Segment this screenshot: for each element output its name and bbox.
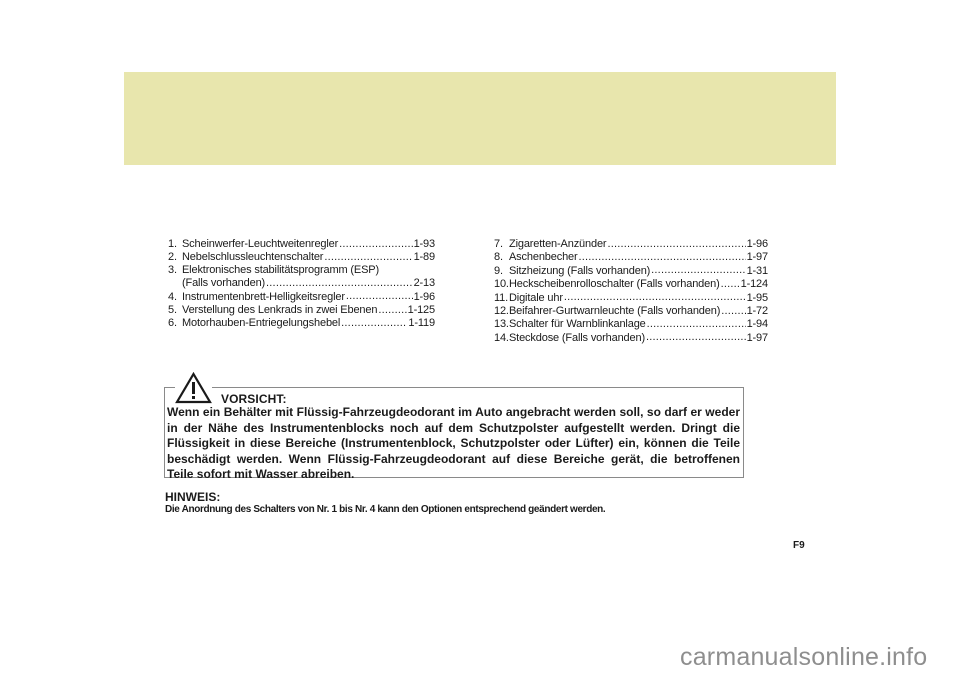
dot-leader: [579, 250, 746, 260]
header-color-band: [124, 72, 836, 165]
index-item: [168, 237, 435, 250]
index-item: [168, 250, 435, 263]
index-label: Beifahrer-Gurtwarnleuchte (Falls vorhanden): [509, 305, 721, 318]
dot-leader: [651, 264, 745, 274]
dot-leader: [266, 276, 413, 286]
index-page-ref: 1-125: [407, 304, 435, 317]
index-page-ref: 1-95: [746, 291, 768, 304]
index-number: 7.: [494, 238, 503, 250]
index-label: Steckdose (Falls vorhanden): [509, 331, 645, 344]
index-label: Nebelschlussleuchtenschalter: [182, 251, 324, 264]
index-number: 10.: [494, 278, 509, 291]
dot-leader: [721, 277, 740, 287]
index-label: Scheinwerfer-Leuchtweitenregler: [182, 238, 339, 250]
index-item: [494, 250, 768, 263]
index-label: Aschenbecher: [509, 251, 578, 264]
index-page-ref: 1-94: [746, 318, 768, 331]
index-page-ref: 1-72: [746, 305, 768, 318]
watermark: carmanualsonline.info: [680, 643, 928, 671]
index-page-ref: 1-97: [746, 251, 768, 264]
index-label: Digitale uhr: [509, 291, 563, 304]
index-label: Zigaretten-Anzünder: [509, 238, 607, 250]
caution-text: Wenn ein Behälter mit Flüssig-Fahrzeugdeodorant im Auto angebracht werden soll, so darf er weder in der Nähe des Instrumentenblocks noch auf dem Schutzpolster aufgestellt werden. Dringt die Flüssigkeit in diese Bereiche (Instrumentenblock, Schutzpolster oder Lüfter) ein, können die Teile beschädigt werden. Wenn Flüssig-Fahrzeugdeodorant auf diese Bereiche gerät, die betroffenen Teile sofort mit Wasser abreiben.: [167, 405, 740, 482]
dot-leader: [378, 303, 406, 313]
dot-leader: [647, 317, 746, 327]
index-number: 3.: [168, 263, 177, 276]
index-number: 13.: [494, 318, 509, 331]
index-item: [168, 303, 435, 316]
dot-leader: [721, 304, 745, 314]
index-item: [494, 317, 768, 330]
index-page-ref: 1-96: [413, 290, 435, 303]
warning-triangle-icon: [175, 372, 212, 404]
index-number: 5.: [168, 304, 177, 317]
index-number: 1.: [168, 238, 177, 250]
index-number: 12.: [494, 305, 509, 318]
dot-leader: [607, 237, 745, 247]
index-item: [494, 331, 768, 344]
index-label: Verstellung des Lenkrads in zwei Ebenen: [182, 304, 378, 317]
index-page-ref: 1-97: [746, 331, 768, 344]
index-list-right: [494, 237, 768, 344]
index-page-ref: 1-96: [746, 238, 768, 250]
index-item-continuation: [168, 276, 435, 289]
index-page-ref: 1-119: [408, 317, 435, 330]
index-page-ref: 1-31: [746, 264, 768, 277]
index-number: 6.: [168, 317, 177, 330]
dot-leader: [564, 291, 746, 301]
index-item: [494, 264, 768, 277]
index-item: [494, 237, 768, 250]
index-item: [494, 304, 768, 317]
index-page-ref: 1-89: [413, 251, 435, 264]
caution-title: VORSICHT:: [221, 392, 287, 406]
note-title: HINWEIS:: [165, 490, 221, 504]
index-page-ref: 1-124: [740, 278, 768, 291]
dot-leader: [346, 290, 413, 300]
dot-leader: [324, 250, 412, 260]
index-label: Sitzheizung (Falls vorhanden): [509, 264, 651, 277]
index-item: [494, 291, 768, 304]
index-label: Schalter für Warnblinkanlage: [509, 318, 646, 331]
index-page-ref: 1-93: [413, 238, 435, 250]
index-item: [168, 316, 435, 329]
index-number: 11.: [494, 291, 509, 304]
index-number: 2.: [168, 251, 177, 264]
index-number: 4.: [168, 290, 177, 303]
index-list-left: [168, 237, 435, 330]
index-label: Heckscheibenrolloschalter (Falls vorhanden): [509, 278, 720, 291]
dot-leader: [646, 331, 746, 341]
index-item: [168, 290, 435, 303]
index-item: [168, 264, 435, 276]
index-page-ref: 2-13: [413, 277, 435, 290]
dot-leader: [341, 316, 407, 326]
index-label: Elektronisches stabilitätsprogramm (ESP): [182, 263, 379, 276]
page-number: F9: [793, 540, 805, 551]
note-text: Die Anordnung des Schalters von Nr. 1 bis Nr. 4 kann den Optionen entsprechend geändert werden.: [165, 504, 606, 515]
index-number: 14.: [494, 331, 509, 344]
dot-leader: [339, 237, 412, 247]
index-label-continuation: (Falls vorhanden): [182, 277, 266, 290]
index-label: Instrumentenbrett-Helligkeitsregler: [182, 290, 345, 303]
index-label: Motorhauben-Entriegelungshebel: [182, 317, 341, 330]
index-number: 8.: [494, 251, 503, 264]
index-item: [494, 277, 768, 290]
index-number: 9.: [494, 264, 503, 277]
